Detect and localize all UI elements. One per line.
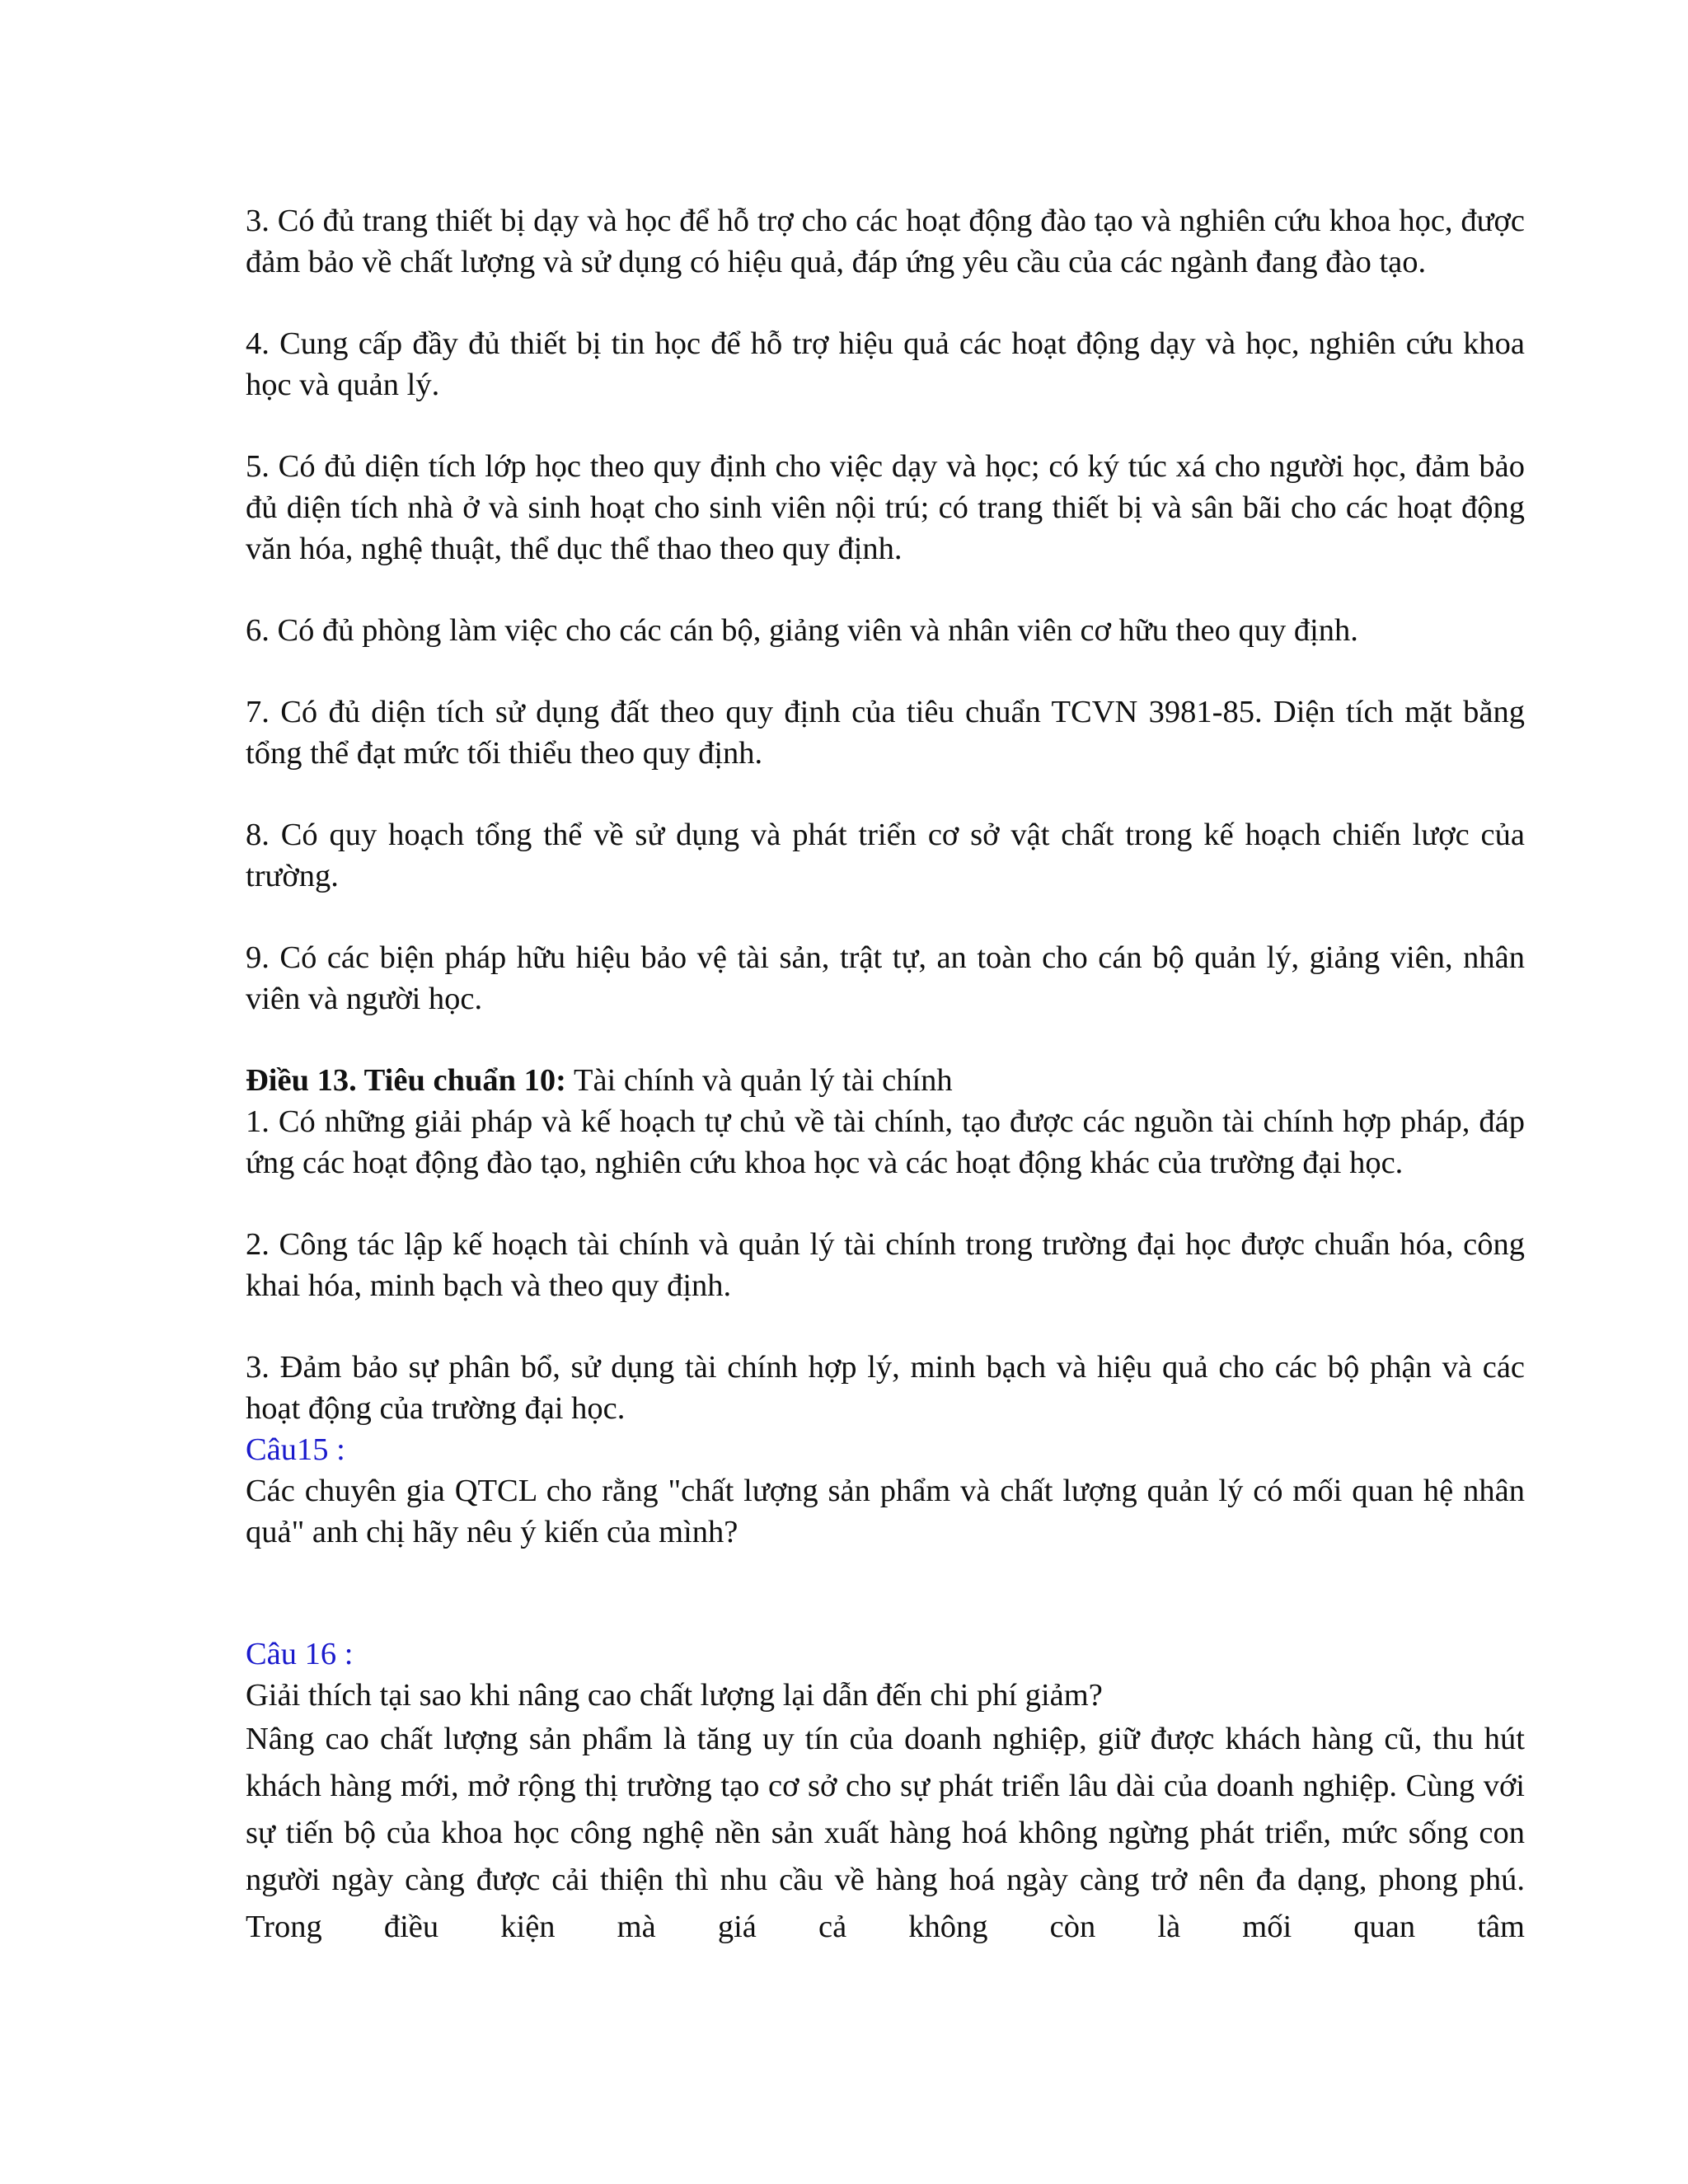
question-15-text: Các chuyên gia QTCL cho rằng "chất lượng sản phẩm và chất lượng quản lý có mối quan hệ nhân quả" anh chị hãy nêu ý kiến của mình?	[246, 1474, 1525, 1549]
paragraph-item-8: 8. Có quy hoạch tổng thể về sử dụng và phát triển cơ sở vật chất trong kế hoạch chiến lược của trường.	[246, 818, 1525, 893]
question-16-label: Câu 16 :	[246, 1637, 354, 1671]
paragraph-item-6: 6. Có đủ phòng làm việc cho các cán bộ, giảng viên và nhân viên cơ hữu theo quy định.	[246, 613, 1358, 648]
paragraph-item-7: 7. Có đủ diện tích sử dụng đất theo quy định của tiêu chuẩn TCVN 3981-85. Diện tích mặt bằng tổng thể đạt mức tối thiểu theo quy định.	[246, 695, 1525, 771]
article-item-3: 3. Đảm bảo sự phân bổ, sử dụng tài chính hợp lý, minh bạch và hiệu quả cho các bộ phận và các hoạt động của trường đại học.	[246, 1350, 1525, 1426]
paragraph-item-9: 9. Có các biện pháp hữu hiệu bảo vệ tài sản, trật tự, an toàn cho cán bộ quản lý, giảng viên, nhân viên và người học.	[246, 940, 1525, 1016]
article-item-1: 1. Có những giải pháp và kế hoạch tự chủ về tài chính, tạo được các nguồn tài chính hợp pháp, đáp ứng các hoạt động đào tạo, nghiên cứu khoa học và các hoạt động khác của trường đại học.	[246, 1104, 1525, 1180]
question-15-label: Câu15 :	[246, 1432, 345, 1467]
article-heading-bold: Điều 13. Tiêu chuẩn 10:	[246, 1063, 567, 1098]
article-heading	[246, 1060, 1525, 1101]
paragraph-item-4: 4. Cung cấp đầy đủ thiết bị tin học để hỗ trợ hiệu quả các hoạt động dạy và học, nghiên cứu khoa học và quản lý.	[246, 326, 1525, 402]
article-item-2: 2. Công tác lập kế hoạch tài chính và quản lý tài chính trong trường đại học được chuẩn hóa, công khai hóa, minh bạch và theo quy định.	[246, 1227, 1525, 1303]
question-16-answer: Nâng cao chất lượng sản phẩm là tăng uy tín của doanh nghiệp, giữ được khách hàng cũ, thu hút khách hàng mới, mở rộng thị trường tạo cơ sở cho sự phát triển lâu dài của doanh nghiệp. Cùng với sự tiến bộ của khoa học công nghệ nền sản xuất hàng hoá không ngừng phát triển, mức sống con người ngày càng được cải thiện thì nhu cầu về hàng hoá ngày càng trở nên đa dạng, phong phú. Trong điều kiện mà giá cả không còn là mối quan tâm	[246, 1722, 1525, 1944]
article-heading-title: Tài chính và quản lý tài chính	[566, 1063, 953, 1098]
paragraph-item-5: 5. Có đủ diện tích lớp học theo quy định cho việc dạy và học; có ký túc xá cho người học, đảm bảo đủ diện tích nhà ở và sinh hoạt cho sinh viên nội trú; có trang thiết bị và sân bãi cho các hoạt động văn hóa, nghệ thuật, thể dục thể thao theo quy định.	[246, 449, 1525, 566]
document-page	[246, 200, 1525, 1951]
question-16-text: Giải thích tại sao khi nâng cao chất lượng lại dẫn đến chi phí giảm?	[246, 1678, 1103, 1713]
section-spacer	[246, 1553, 1525, 1633]
paragraph-item-3: 3. Có đủ trang thiết bị dạy và học để hỗ trợ cho các hoạt động đào tạo và nghiên cứu khoa học, được đảm bảo về chất lượng và sử dụng có hiệu quả, đáp ứng yêu cầu của các ngành đang đào tạo.	[246, 204, 1525, 279]
